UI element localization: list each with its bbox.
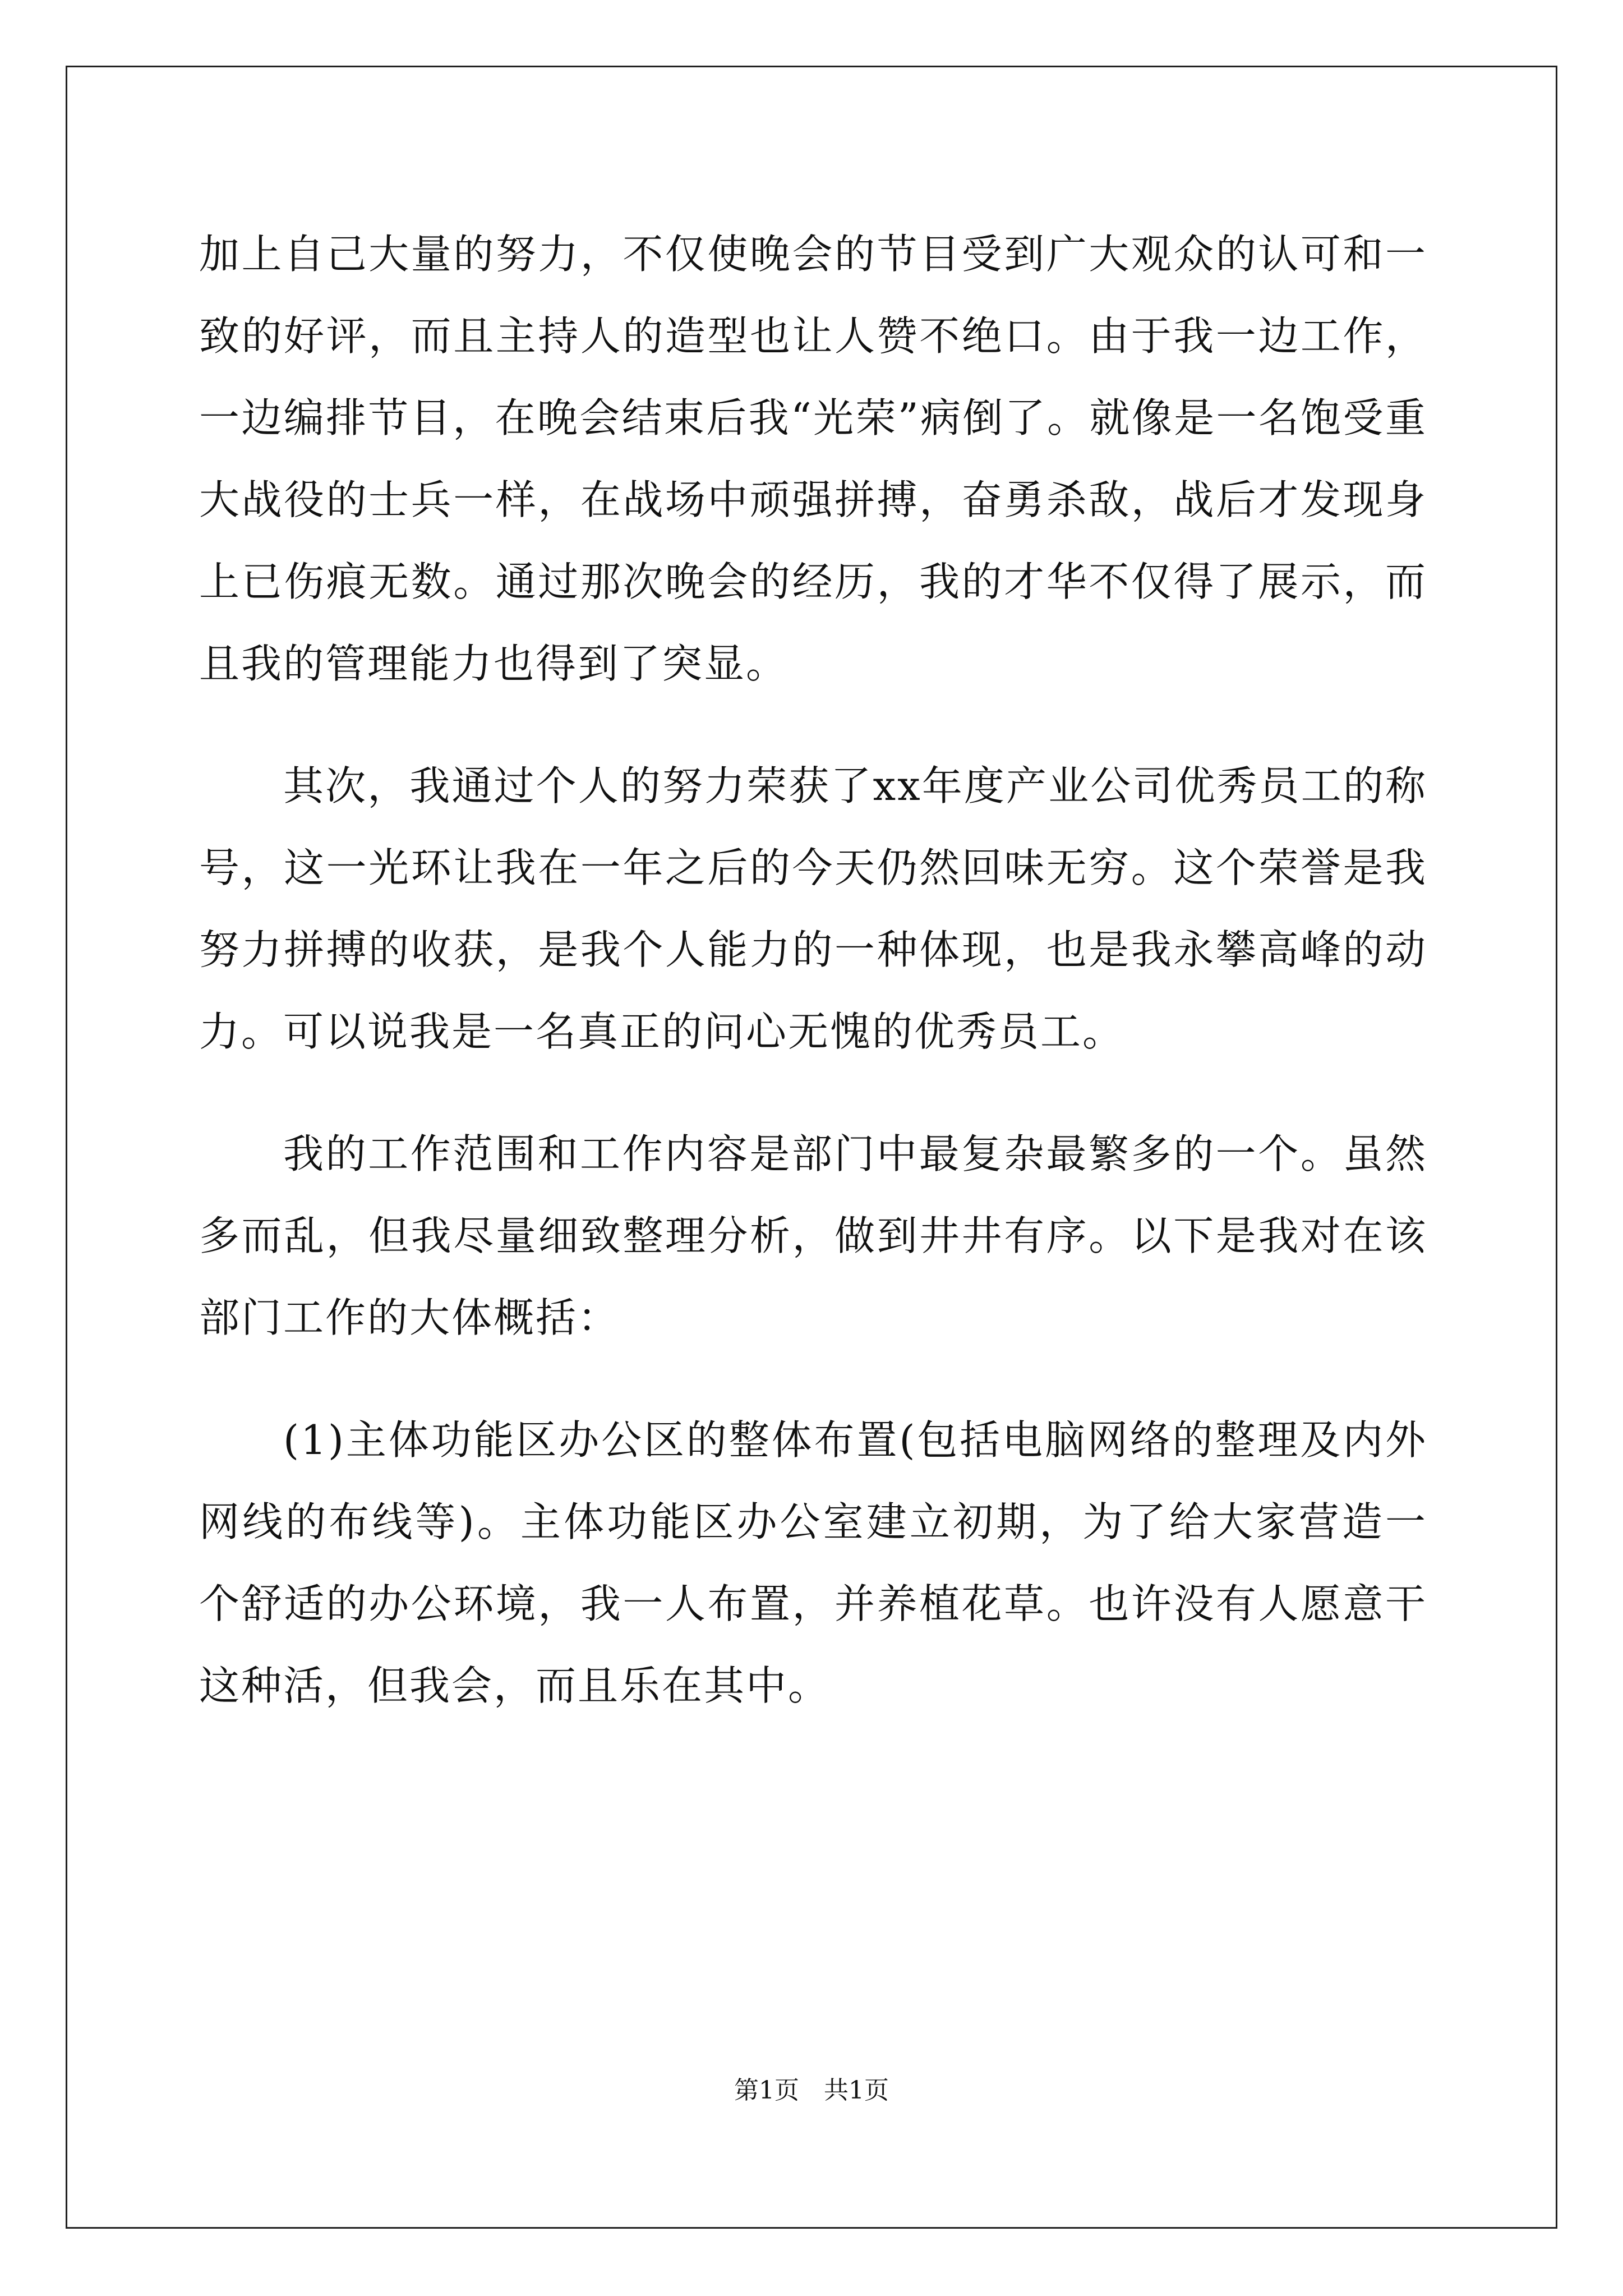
document-body [199,213,1427,1727]
paragraph-2: 其次，我通过个人的努力荣获了xx年度产业公司优秀员工的称号，这一光环让我在一年之后的今天仍然回味无穷。这个荣誉是我努力拼搏的收获，是我个人能力的一种体现，也是我永攀高峰的动力。可以说我是一名真正的问心无愧的优秀员工。 [199,762,1427,1055]
paragraph-4: (1)主体功能区办公区的整体布置(包括电脑网络的整理及内外网线的布线等)。主体功能区办公室建立初期，为了给大家营造一个舒适的办公环境，我一人布置，并养植花草。也许没有人愿意干这种活，但我会，而且乐在其中。 [199,1416,1427,1709]
page-footer: 第1页 共1页 [734,2076,889,2105]
paragraph-1: 加上自己大量的努力，不仅使晚会的节目受到广大观众的认可和一致的好评，而且主持人的造型也让人赞不绝口。由于我一边工作，一边编排节目，在晚会结束后我“光荣”病倒了。就像是一名饱受重大战役的士兵一样，在战场中顽强拼搏，奋勇杀敌，战后才发现身上已伤痕无数。通过那次晚会的经历，我的才华不仅得了展示，而且我的管理能力也得到了突显。 [199,231,1427,687]
paragraph-3: 我的工作范围和工作内容是部门中最复杂最繁多的一个。虽然多而乱，但我尽量细致整理分析，做到井井有序。以下是我对在该部门工作的大体概括： [199,1130,1427,1341]
